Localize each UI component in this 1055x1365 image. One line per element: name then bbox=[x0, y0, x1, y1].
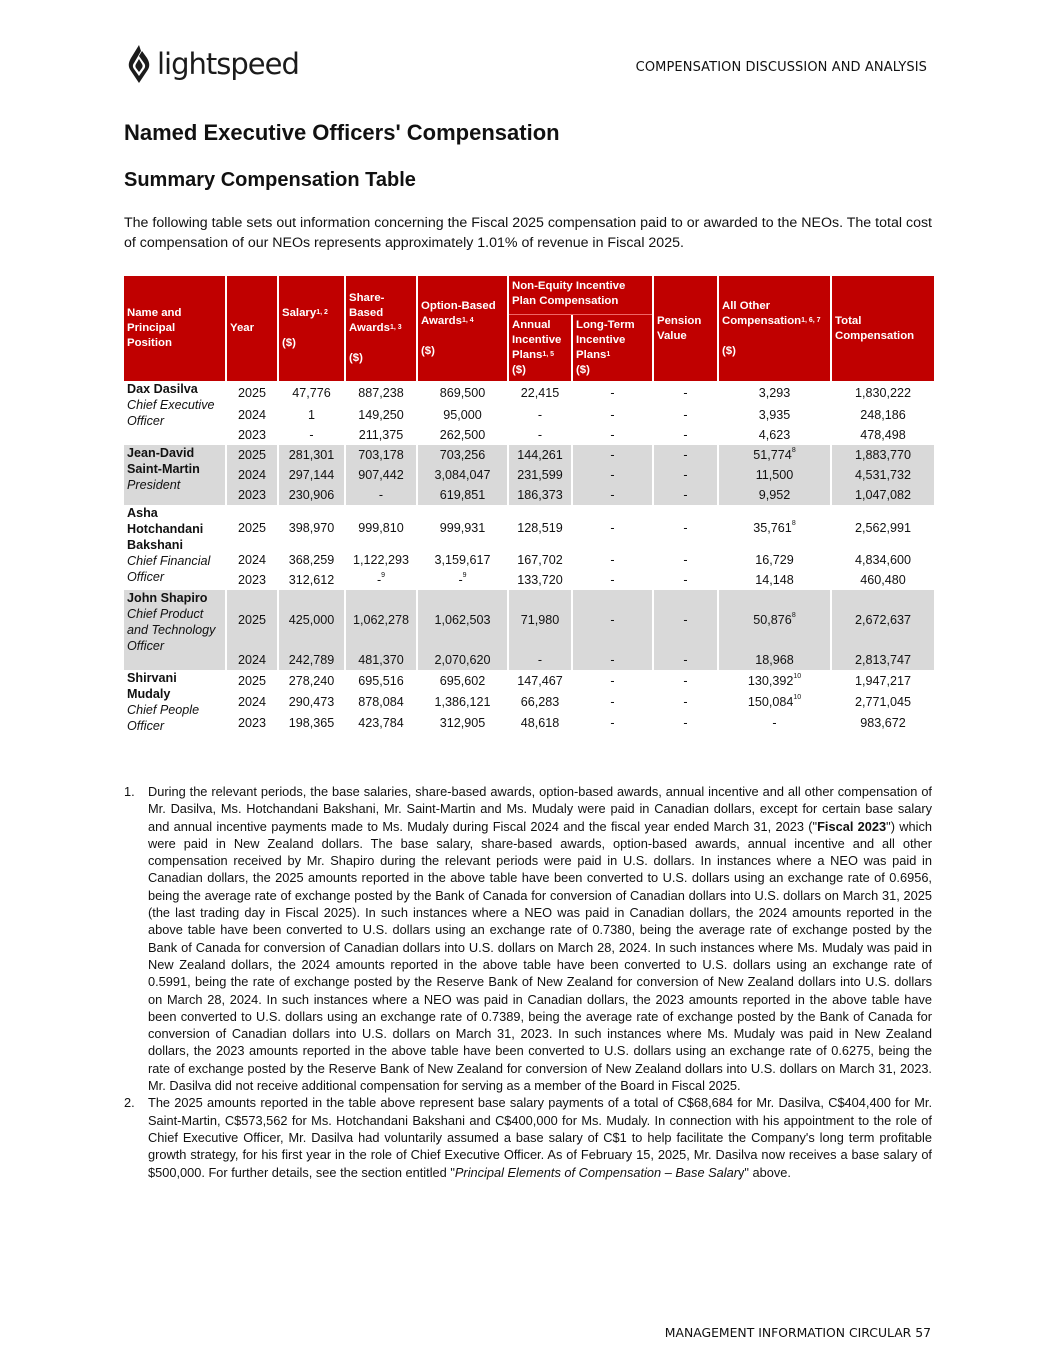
cell-other: 14,148 bbox=[755, 573, 794, 587]
table-row bbox=[124, 445, 934, 465]
section-label: COMPENSATION DISCUSSION AND ANALYSIS bbox=[635, 60, 927, 75]
cell-total: 2,771,045 bbox=[854, 694, 912, 709]
officer-name: John Shapiro bbox=[127, 591, 208, 605]
cell-option: -$^9$ bbox=[458, 572, 467, 587]
cell-total: 4,834,600 bbox=[854, 553, 912, 567]
officer-position: Chief Financial Officer bbox=[127, 554, 211, 584]
cell-annual: 231,599 bbox=[509, 465, 571, 485]
cell-total: 1,830,222 bbox=[854, 386, 912, 400]
cell-salary: 278,240 bbox=[288, 673, 335, 688]
cell-year: 2024 bbox=[227, 465, 277, 485]
cell-annual: - bbox=[509, 650, 571, 670]
cell-annual: 22,415 bbox=[520, 386, 560, 400]
cell-other: 9,952 bbox=[719, 485, 830, 505]
col-header-salary: Salary$^{1, 2}$ ($) bbox=[279, 276, 344, 381]
cell-salary: 242,789 bbox=[279, 650, 344, 670]
cell-salary: 47,776 bbox=[292, 386, 331, 400]
cell-annual: 147,467 bbox=[517, 673, 563, 688]
officer-position: Chief People Officer bbox=[127, 703, 200, 733]
cell-option: 262,500 bbox=[439, 428, 486, 442]
cell-longterm: - bbox=[610, 428, 615, 442]
cell-share: 878,084 bbox=[358, 694, 404, 709]
cell-year: 2024 bbox=[237, 408, 267, 422]
footnote-ref: 9 bbox=[381, 572, 386, 579]
cell-share: 423,784 bbox=[358, 716, 404, 731]
intro-paragraph: The following table sets out information concerning the Fiscal 2025 compensation paid to or awarded to the NEOs. The total cost of compensation of our NEOs represents approximately 1.01% of revenue in Fiscal 2025. bbox=[124, 215, 932, 251]
officer-name-cell bbox=[124, 590, 225, 670]
cell-year: 2023 bbox=[237, 573, 267, 587]
cell-pension: - bbox=[654, 590, 717, 650]
cell-other: - bbox=[772, 716, 777, 731]
table-row bbox=[124, 590, 934, 650]
cell-salary: 312,612 bbox=[288, 573, 335, 587]
table-row bbox=[124, 670, 934, 691]
cell-option: 703,256 bbox=[418, 445, 507, 465]
cell-other: 18,968 bbox=[719, 650, 830, 670]
cell-share: 703,178 bbox=[346, 445, 416, 465]
officer-name-cell bbox=[124, 381, 225, 445]
cell-other: 150,084$^{10}$ bbox=[747, 693, 802, 709]
page-footer: MANAGEMENT INFORMATION CIRCULAR 57 bbox=[664, 1325, 931, 1340]
cell-longterm: - bbox=[610, 694, 615, 709]
footnote-ref: 8 bbox=[791, 519, 796, 527]
cell-longterm: - bbox=[573, 590, 652, 650]
cell-option: 619,851 bbox=[418, 485, 507, 505]
cell-salary: 230,906 bbox=[279, 485, 344, 505]
cell-pension: - bbox=[654, 465, 717, 485]
cell-share: 1,122,293 bbox=[352, 553, 410, 567]
cell-salary: 425,000 bbox=[279, 590, 344, 650]
cell-year: 2025 bbox=[227, 590, 277, 650]
cell-annual: 48,618 bbox=[520, 716, 560, 731]
cell-annual: 71,980 bbox=[509, 590, 571, 650]
cell-salary: - bbox=[309, 428, 314, 442]
col-header-total: Total Compensation bbox=[832, 276, 934, 381]
cell-year: 2024 bbox=[237, 694, 267, 709]
cell-longterm: - bbox=[573, 485, 652, 505]
cell-year: 2025 bbox=[227, 445, 277, 465]
cell-annual: - bbox=[537, 428, 543, 442]
footnote-1: 1. During the relevant periods, the base salaries, share-based awards, option-based awards, annual incentive and all other compensation of Mr. Dasilva, Ms. Hotchandani Bakshani, Mr. Saint-Martin and Ms. Mudaly were paid in Canadian dollars, except for certain base salary and annual incentive payments made to Ms. Mudaly during Fiscal 2024 and the fiscal year ended March 31, 2023 ("Fiscal 2023") which were paid in New Zealand dollars. The base salary, share-based awards, option-based awards, annual incentive and all other compensation received by Mr. Shapiro during the relevant periods were paid in U.S. dollars. In instances where a NEO was paid in Canadian dollars, the 2025 amounts reported in the above table have been converted to U.S. dollars using an exchange rate of 0.6956, being the average rate of exchange posted by the Bank of Canada for conversion of Canadian dollars into U.S. dollars on March 31, 2025 (the last trading day in Fiscal 2025). In such instances where a NEO was paid in Canadian dollars, the 2024 amounts reported in the above table have been converted to U.S. dollars using an exchange rate of 0.7380, being the average rate of exchange posted by the Bank of Canada for conversion of Canadian dollars into U.S. dollars on March 28, 2024. In such instances where Ms. Mudaly was paid in New Zealand dollars, the 2024 amounts reported in the above table have been converted to U.S. dollars using an exchange rate of 0.5991, being the rate of exchange posted by the Reserve Bank of New Zealand for conversion of New Zealand dollars into U.S. dollars on March 28, 2024. In such instances where a NEO was paid in Canadian dollars, the 2023 amounts reported in the above table have been converted to U.S. dollars using an exchange rate of 0.7389, being the average rate of exchange posted by the Bank of Canada for conversion of Canadian dollars into U.S. dollars on March 31, 2023. In such instances where Ms. Mudaly was paid in New Zealand dollars, the 2023 amounts reported in the above table have been converted to U.S. dollars using an exchange rate of 0.6275, being the rate of exchange posted by the Reserve Bank of New Zealand for conversion of New Zealand dollars into U.S. dollars on March 31, 2023. Mr. Dasilva did not receive additional compensation for serving as a member of the Board in Fiscal 2025. bbox=[124, 784, 932, 1094]
cell-option: 3,084,047 bbox=[418, 465, 507, 485]
cell-option: 312,905 bbox=[439, 716, 486, 731]
table-row bbox=[124, 485, 934, 505]
footnote-ref: 8 bbox=[791, 612, 796, 619]
cell-option: 1,062,503 bbox=[418, 590, 507, 650]
cell-pension: - bbox=[683, 673, 688, 688]
cell-longterm: - bbox=[610, 520, 615, 535]
table-row bbox=[124, 381, 934, 405]
cell-pension: - bbox=[654, 445, 717, 465]
cell-other: 3,293 bbox=[758, 386, 791, 400]
footnote-2: 2. The 2025 amounts reported in the table above represent base salary payments of a total of C$68,684 for Mr. Dasilva, C$404,400 for Mr. Saint-Martin, C$573,562 for Ms. Hotchandani Bakshani and C$400,000 for Ms. Mudaly. In connection with his appointment to the role of Chief Executive Officer, Mr. Dasilva had voluntarily assumed a base salary of C$1 to help facilitate the Company's long term profitable growth strategy, for his first year in the role of Chief Executive Officer. As of February 15, 2025, Mr. Dasilva now receives a base salary of $500,000. For further details, see the section entitled "Principal Elements of Compensation – Base Salary" above. bbox=[124, 1095, 932, 1180]
cell-longterm: - bbox=[610, 408, 615, 422]
cell-year: 2025 bbox=[237, 386, 267, 400]
col-header-other: All Other Compensation$^{1, 6, 7}$ ($) bbox=[719, 276, 830, 381]
col-header-year: Year bbox=[227, 276, 277, 381]
cell-longterm: - bbox=[610, 553, 615, 567]
cell-pension: - bbox=[683, 694, 688, 709]
cell-salary: 1 bbox=[307, 408, 315, 422]
cell-share: 211,375 bbox=[358, 428, 404, 442]
logo-wordmark: lightspeed bbox=[157, 46, 299, 81]
cell-pension: - bbox=[683, 573, 688, 587]
cell-longterm: - bbox=[610, 573, 615, 587]
cell-share: 907,442 bbox=[346, 465, 416, 485]
lightspeed-logo bbox=[127, 44, 299, 84]
cell-share: 481,370 bbox=[346, 650, 416, 670]
cell-year: 2023 bbox=[227, 485, 277, 505]
footnote-ref: 10 bbox=[793, 693, 802, 701]
cell-salary: 198,365 bbox=[288, 716, 335, 731]
col-header-long-term-incentive: Long-Term Incentive Plans$^1$ ($) bbox=[573, 315, 652, 381]
cell-total: 1,047,082 bbox=[832, 485, 934, 505]
table-row bbox=[124, 505, 934, 550]
cell-total: 983,672 bbox=[860, 716, 906, 731]
cell-total: 4,531,732 bbox=[832, 465, 934, 485]
cell-total: 248,186 bbox=[860, 408, 906, 422]
page-title: Named Executive Officers' Compensation bbox=[124, 120, 560, 145]
cell-total: 1,947,217 bbox=[854, 673, 912, 688]
cell-longterm: - bbox=[573, 445, 652, 465]
cell-salary: 297,144 bbox=[279, 465, 344, 485]
footnote-ref: 9 bbox=[462, 572, 467, 579]
cell-other: 4,623 bbox=[758, 428, 791, 442]
table-row bbox=[124, 713, 934, 734]
cell-pension: - bbox=[683, 716, 688, 731]
officer-name: Dax Dasilva bbox=[127, 382, 198, 396]
officer-name-cell bbox=[124, 670, 225, 734]
cell-share: -$^9$ bbox=[376, 572, 386, 587]
cell-share: - bbox=[346, 485, 416, 505]
cell-other: 11,500 bbox=[719, 465, 830, 485]
table-row bbox=[124, 405, 934, 425]
cell-share: 149,250 bbox=[358, 408, 404, 422]
cell-other: 50,876$^8$ bbox=[719, 590, 830, 650]
cell-pension: - bbox=[654, 485, 717, 505]
cell-pension: - bbox=[683, 408, 688, 422]
cell-salary: 368,259 bbox=[288, 553, 335, 567]
cell-year: 2023 bbox=[237, 716, 267, 731]
cell-share: 695,516 bbox=[358, 673, 404, 688]
cell-total: 478,498 bbox=[860, 428, 906, 442]
cell-share: 999,810 bbox=[358, 520, 404, 535]
cell-pension: - bbox=[683, 553, 688, 567]
cell-pension: - bbox=[683, 428, 688, 442]
cell-year: 2024 bbox=[227, 650, 277, 670]
cell-share: 1,062,278 bbox=[346, 590, 416, 650]
cell-salary: 290,473 bbox=[288, 694, 335, 709]
cell-share: 887,238 bbox=[358, 386, 404, 400]
cell-longterm: - bbox=[573, 465, 652, 485]
cell-other: 51,774$^8$ bbox=[719, 445, 830, 465]
officer-name-cell bbox=[124, 505, 225, 590]
officer-position: President bbox=[127, 478, 181, 492]
cell-total: 460,480 bbox=[860, 573, 906, 587]
officer-name: Jean-David Saint-Martin bbox=[127, 446, 200, 476]
cell-other: 35,761$^8$ bbox=[753, 519, 796, 535]
officer-name-cell bbox=[124, 445, 225, 505]
cell-longterm: - bbox=[573, 650, 652, 670]
cell-option: 999,931 bbox=[439, 520, 486, 535]
cell-annual: 128,519 bbox=[517, 520, 563, 535]
lightspeed-flame-icon bbox=[127, 44, 153, 84]
cell-annual: - bbox=[537, 408, 543, 422]
table-header bbox=[124, 276, 934, 381]
cell-salary: 398,970 bbox=[288, 520, 335, 535]
cell-annual: 133,720 bbox=[517, 573, 563, 587]
footnotes bbox=[124, 783, 932, 1181]
cell-longterm: - bbox=[610, 673, 615, 688]
col-header-option-based: Option-Based Awards$^{1, 4}$ ($) bbox=[418, 276, 507, 381]
table-row bbox=[124, 425, 934, 445]
cell-year: 2024 bbox=[237, 553, 267, 567]
officer-position: Chief Executive Officer bbox=[127, 398, 215, 428]
cell-total: 1,883,770 bbox=[832, 445, 934, 465]
cell-annual: 66,283 bbox=[520, 694, 560, 709]
cell-salary: 281,301 bbox=[279, 445, 344, 465]
footnote-ref: 10 bbox=[793, 672, 802, 680]
cell-total: 2,672,637 bbox=[832, 590, 934, 650]
col-header-pension: Pension Value bbox=[654, 276, 717, 381]
summary-compensation-table bbox=[122, 276, 936, 734]
col-header-share-based: Share-Based Awards$^{1, 3}$ ($) bbox=[346, 276, 416, 381]
cell-option: 1,386,121 bbox=[434, 694, 491, 709]
officer-position: Chief Product and Technology Officer bbox=[127, 607, 216, 653]
cell-option: 95,000 bbox=[443, 408, 482, 422]
cell-annual: 186,373 bbox=[509, 485, 571, 505]
col-header-annual-incentive: Annual Incentive Plans$^{1, 5}$ ($) bbox=[509, 315, 571, 381]
table-row bbox=[124, 570, 934, 590]
col-header-non-equity-group: Non-Equity Incentive Plan Compensation bbox=[509, 276, 652, 315]
cell-option: 695,602 bbox=[439, 673, 486, 688]
table-body bbox=[124, 381, 934, 734]
table-row bbox=[124, 650, 934, 670]
cell-year: 2025 bbox=[237, 673, 267, 688]
cell-longterm: - bbox=[610, 716, 615, 731]
cell-total: 2,562,991 bbox=[854, 520, 912, 535]
cell-annual: 144,261 bbox=[509, 445, 571, 465]
cell-longterm: - bbox=[610, 386, 615, 400]
cell-year: 2023 bbox=[237, 428, 267, 442]
table-row bbox=[124, 465, 934, 485]
cell-option: 3,159,617 bbox=[434, 553, 491, 567]
cell-pension: - bbox=[654, 650, 717, 670]
cell-total: 2,813,747 bbox=[832, 650, 934, 670]
cell-year: 2025 bbox=[237, 520, 267, 535]
officer-name: Asha Hotchandani Bakshani bbox=[127, 506, 204, 552]
cell-other: 16,729 bbox=[755, 553, 794, 567]
section-subtitle: Summary Compensation Table bbox=[124, 169, 416, 191]
cell-annual: 167,702 bbox=[517, 553, 563, 567]
officer-name: Shirvani Mudaly bbox=[127, 671, 177, 701]
footnote-ref: 8 bbox=[791, 447, 796, 454]
table-row bbox=[124, 550, 934, 570]
cell-pension: - bbox=[683, 520, 688, 535]
cell-option: 2,070,620 bbox=[418, 650, 507, 670]
cell-option: 869,500 bbox=[439, 386, 486, 400]
table-row bbox=[124, 691, 934, 712]
col-header-name: Name and Principal Position bbox=[124, 276, 225, 381]
cell-other: 130,392$^{10}$ bbox=[747, 672, 802, 688]
cell-other: 3,935 bbox=[758, 408, 791, 422]
cell-pension: - bbox=[683, 386, 688, 400]
